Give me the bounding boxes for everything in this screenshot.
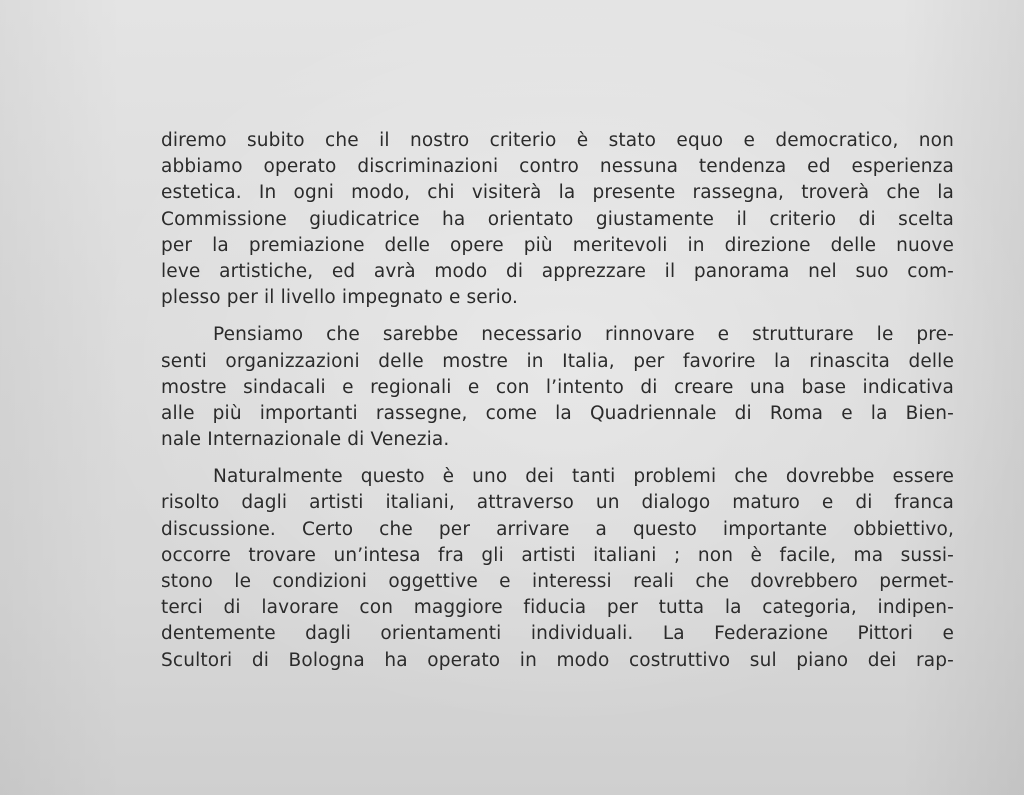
text-line: risolto dagli artisti italiani, attraverso un dialogo maturo e di franca <box>161 492 954 514</box>
paragraph-2 <box>161 322 954 453</box>
text-line: Scultori di Bologna ha operato in modo costruttivo sul piano dei rap- <box>161 649 954 671</box>
text-line: terci di lavorare con maggiore fiducia per tutta la categoria, indipen- <box>161 597 954 619</box>
text-line: mostre sindacali e regionali e con l’intento di creare una base indicativa <box>161 376 954 398</box>
text-line: diremo subito che il nostro criterio è stato equo e democratico, non <box>161 130 954 151</box>
text-line: discussione. Certo che per arrivare a questo importante obbiettivo, <box>161 518 954 540</box>
text-line: estetica. In ogni modo, chi visiterà la presente rassegna, troverà che la <box>161 182 954 204</box>
text-line: nale Internazionale di Venezia. <box>161 429 450 451</box>
text-line: stono le condizioni oggettive e interessi reali che dovrebbero permet- <box>161 571 954 592</box>
text-line: plesso per il livello impegnato e serio. <box>161 287 519 309</box>
body-text <box>161 128 954 674</box>
text-line: Naturalmente questo è uno dei tanti problemi che dovrebbe essere <box>213 466 954 488</box>
text-line: Commissione giudicatrice ha orientato giustamente il criterio di scelta <box>161 208 954 230</box>
paragraph-1 <box>161 128 954 311</box>
text-line: senti organizzazioni delle mostre in Italia, per favorire la rinascita delle <box>161 350 954 372</box>
text-line: abbiamo operato discriminazioni contro nessuna tendenza ed esperienza <box>161 156 954 178</box>
text-line: alle più importanti rassegne, come la Quadriennale di Roma e la Bien- <box>161 402 954 424</box>
text-line: leve artistiche, ed avrà modo di apprezzare il panorama nel suo com- <box>161 260 954 282</box>
text-line: per la premiazione delle opere più meritevoli in direzione delle nuove <box>161 234 954 256</box>
text-line: Pensiamo che sarebbe necessario rinnovare e strutturare le pre- <box>213 324 954 346</box>
paragraph-3 <box>161 464 954 674</box>
text-line: dentemente dagli orientamenti individuali. La Federazione Pittori e <box>161 623 954 645</box>
text-line: occorre trovare un’intesa fra gli artisti italiani ; non è facile, ma sussi- <box>161 544 954 566</box>
